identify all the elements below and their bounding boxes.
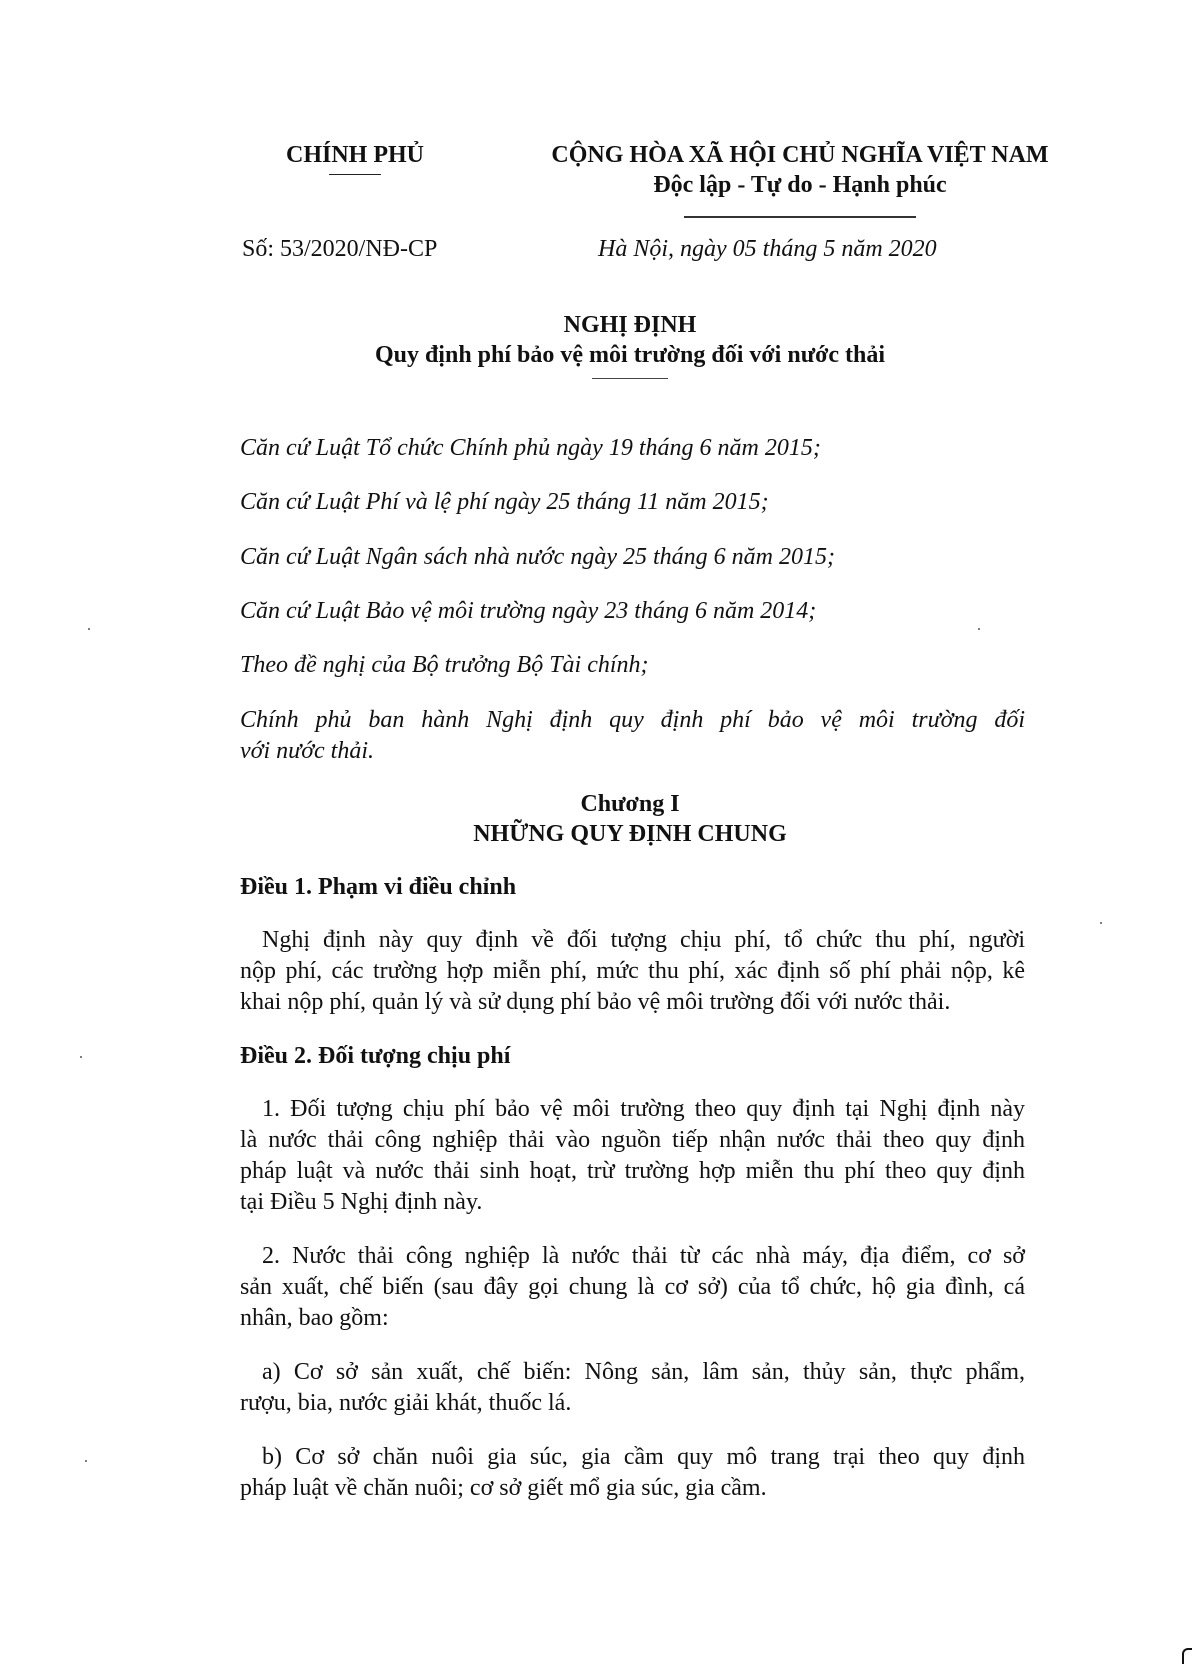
chapter-title: NHỮNG QUY ĐỊNH CHUNG (473, 821, 787, 847)
clause-line: rượu, bia, nước giải khát, thuốc lá. (240, 1390, 572, 1416)
preamble-line: Căn cứ Luật Ngân sách nhà nước ngày 25 tháng 6 năm 2015; (240, 544, 835, 570)
preamble-line: Căn cứ Luật Phí và lệ phí ngày 25 tháng 11 năm 2015; (240, 489, 769, 515)
country-name: CỘNG HÒA XÃ HỘI CHỦ NGHĨA VIỆT NAM (551, 142, 1049, 168)
national-heading-block (520, 140, 1080, 218)
national-motto: Độc lập - Tự do - Hạnh phúc (653, 172, 947, 198)
motto-underline (684, 216, 916, 218)
article-heading: Điều 2. Đối tượng chịu phí (240, 1043, 511, 1069)
document-title-block (230, 310, 1030, 379)
article-heading: Điều 1. Phạm vi điều chỉnh (240, 874, 517, 900)
issuer-block (250, 140, 460, 175)
document-subject: Quy định phí bảo vệ môi trường đối với nước thải (374, 342, 886, 368)
scan-speck (978, 628, 980, 630)
scan-speck (1100, 922, 1102, 924)
clause-line: 1. Đối tượng chịu phí bảo vệ môi trường theo quy định tại Nghị định này (262, 1096, 1025, 1122)
clause-line: b) Cơ sở chăn nuôi gia súc, gia cầm quy mô trang trại theo quy định (262, 1444, 1025, 1470)
title-underline (592, 378, 668, 379)
scan-speck (80, 1056, 82, 1058)
scan-corner-mark (1182, 1648, 1192, 1664)
clause-line: a) Cơ sở sản xuất, chế biến: Nông sản, lâm sản, thủy sản, thực phẩm, (262, 1359, 1025, 1385)
clause-line: tại Điều 5 Nghị định này. (240, 1189, 483, 1215)
enactment-line: với nước thải. (240, 738, 375, 764)
document-type: NGHỊ ĐỊNH (563, 312, 697, 338)
preamble-line: Căn cứ Luật Bảo vệ môi trường ngày 23 tháng 6 năm 2014; (240, 598, 817, 624)
scan-speck (85, 1460, 87, 1462)
article-text-line: khai nộp phí, quản lý và sử dụng phí bảo vệ môi trường đối với nước thải. (240, 989, 951, 1015)
preamble-line: Theo đề nghị của Bộ trưởng Bộ Tài chính; (240, 652, 649, 678)
article-text-line: Nghị định này quy định về đối tượng chịu phí, tổ chức thu phí, người (262, 927, 1025, 953)
scan-speck (88, 628, 90, 630)
clause-line: pháp luật và nước thải sinh hoạt, trừ trường hợp miễn thu phí theo quy định (240, 1158, 1025, 1184)
clause-line: 2. Nước thải công nghiệp là nước thải từ các nhà máy, địa điểm, cơ sở (262, 1243, 1025, 1269)
clause-line: pháp luật về chăn nuôi; cơ sở giết mổ gia súc, gia cầm. (240, 1475, 767, 1501)
article-text-line: nộp phí, các trường hợp miễn phí, mức thu phí, xác định số phí phải nộp, kê (240, 958, 1025, 984)
document-number: Số: 53/2020/NĐ-CP (242, 236, 438, 262)
document-date: Hà Nội, ngày 05 tháng 5 năm 2020 (598, 236, 937, 262)
clause-line: nhân, bao gồm: (240, 1305, 389, 1331)
clause-line: sản xuất, chế biến (sau đây gọi chung là cơ sở) của tổ chức, hộ gia đình, cá (240, 1274, 1025, 1300)
issuer-underline (329, 174, 381, 175)
preamble-line: Căn cứ Luật Tổ chức Chính phủ ngày 19 tháng 6 năm 2015; (240, 435, 821, 461)
issuer-name: CHÍNH PHỦ (286, 142, 424, 168)
clause-line: là nước thải công nghiệp thải vào nguồn tiếp nhận nước thải theo quy định (240, 1127, 1025, 1153)
chapter-label: Chương I (580, 791, 680, 817)
enactment-line: Chính phủ ban hành Nghị định quy định phí bảo vệ môi trường đối (240, 707, 1025, 733)
